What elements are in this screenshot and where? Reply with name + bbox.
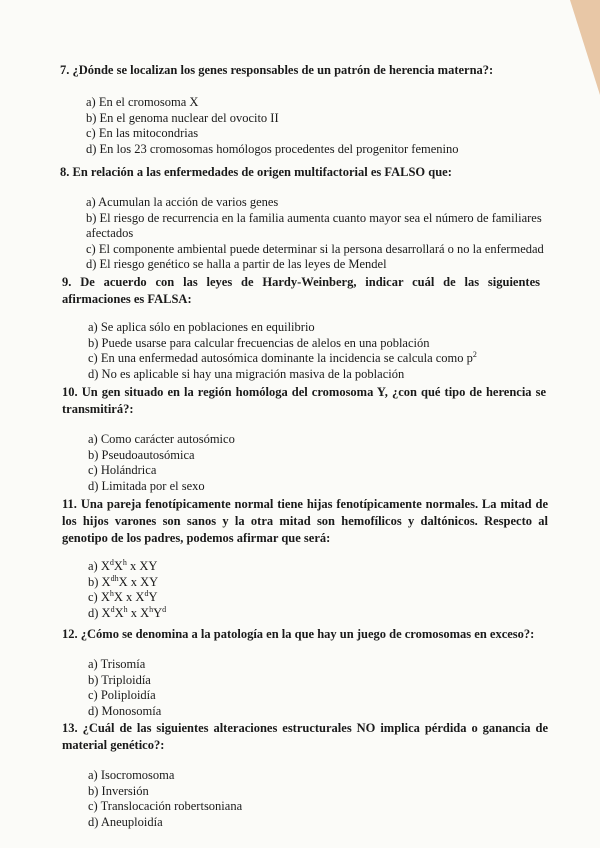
question-stem [62, 274, 540, 308]
question-9 [62, 274, 540, 382]
question-13 [62, 720, 548, 830]
option-d: d) El riesgo genético se halla a partir de las leyes de Mendel [86, 257, 387, 271]
option-list [88, 320, 540, 382]
question-number: 7. [60, 63, 70, 77]
genotype-part: X x X [113, 590, 145, 604]
allele-sup: dh [110, 573, 119, 583]
allele-sup: d [144, 588, 149, 598]
option-d [88, 606, 548, 622]
allele-sup: h [123, 604, 128, 614]
option-b [88, 575, 548, 591]
question-number: 13. [62, 721, 78, 735]
question-10 [62, 384, 546, 494]
genotype-part: d) X [88, 605, 111, 620]
genotype-part: x X [127, 605, 150, 620]
option-list [88, 657, 548, 719]
question-text: ¿Dónde se localizan los genes responsables de un patrón de herencia materna?: [72, 63, 494, 77]
option-c: c) Translocación robertsoniana [88, 799, 243, 813]
option-list [88, 432, 546, 494]
option-b: b) Triploidía [88, 672, 151, 687]
question-stem [62, 626, 548, 643]
question-stem [62, 496, 548, 547]
question-11 [62, 496, 548, 621]
allele-sup: h [149, 604, 154, 614]
option-c [88, 590, 548, 606]
question-text: Un gen situado en la región homóloga del cromosoma Y, ¿con qué tipo de herencia se transmitirá?: [62, 385, 547, 416]
question-text: ¿Cuál de las siguientes alteraciones estructurales NO implica pérdida o ganancia de material genético?: [62, 721, 549, 752]
question-12 [62, 626, 548, 719]
option-d: d) Aneuploidía [88, 814, 163, 829]
genotype-part: Y [153, 605, 163, 620]
option-c-text: c) En una enfermedad autosómica dominante la incidencia se calcula como p [88, 351, 473, 365]
question-text: ¿Cómo se denomina a la patología en la que hay un juego de cromosomas en exceso?: [80, 627, 535, 641]
option-c: c) En las mitocondrias [86, 126, 199, 140]
option-a: a) Acumulan la acción de varios genes [86, 195, 279, 209]
question-number: 11. [62, 497, 77, 511]
question-stem [62, 720, 548, 754]
genotype-part: X x XY [118, 574, 159, 589]
question-number: 12. [62, 627, 78, 641]
option-d: d) No es aplicable si hay una migración masiva de la población [88, 366, 405, 381]
question-8 [60, 164, 546, 273]
option-a [88, 559, 548, 575]
option-b: b) En el genoma nuclear del ovocito II [86, 110, 279, 125]
genotype-part: c) X [88, 590, 110, 604]
question-number: 8. [60, 165, 70, 179]
option-a: a) Se aplica sólo en poblaciones en equilibrio [88, 320, 315, 334]
option-c: c) Poliploidía [88, 688, 156, 702]
question-number: 9. [62, 275, 72, 289]
option-list [88, 768, 548, 830]
superscript: 2 [472, 349, 477, 359]
option-a: a) En el cromosoma X [86, 95, 199, 109]
question-stem [60, 164, 546, 181]
question-stem [60, 62, 546, 79]
option-c [88, 351, 540, 367]
question-text: De acuerdo con las leyes de Hardy-Weinberg, indicar cuál de las siguientes afirmaciones es FALSA: [62, 275, 541, 306]
option-a: a) Trisomía [88, 657, 146, 671]
allele-sup: d [162, 604, 167, 614]
option-list [88, 559, 548, 621]
question-7 [60, 62, 546, 157]
genotype-part: x XY [126, 559, 158, 573]
allele-sup: d [109, 557, 114, 567]
option-a: a) Como carácter autosómico [88, 432, 235, 446]
option-a: a) Isocromosoma [88, 768, 175, 782]
allele-sup: d [110, 604, 115, 614]
option-list [86, 195, 546, 273]
option-b: b) Inversión [88, 783, 149, 798]
genotype-part: X [113, 559, 123, 573]
genotype-part: Y [148, 590, 158, 604]
option-b: b) Pseudoautosómica [88, 447, 195, 462]
option-d: d) Monosomía [88, 703, 162, 718]
option-b: b) Puede usarse para calcular frecuencias de alelos en una población [88, 335, 430, 350]
question-text: En relación a las enfermedades de origen multifactorial es FALSO que: [72, 165, 452, 179]
question-stem [62, 384, 546, 418]
option-c: c) Holándrica [88, 463, 157, 477]
option-c: c) El componente ambiental puede determinar si la persona desarrollará o no la enfermedad [86, 241, 544, 256]
genotype-part: b) X [88, 574, 111, 589]
genotype-part: a) X [88, 559, 110, 573]
option-b: b) El riesgo de recurrencia en la familia aumenta cuanto mayor sea el número de familiares afectados [86, 210, 542, 240]
genotype-part: X [114, 605, 124, 620]
option-list [86, 95, 546, 157]
allele-sup: h [109, 588, 114, 598]
option-d: d) En los 23 cromosomas homólogos procedentes del progenitor femenino [86, 141, 459, 156]
option-d: d) Limitada por el sexo [88, 478, 205, 493]
question-text: Una pareja fenotípicamente normal tiene hijas fenotípicamente normales. La mitad de los hijos varones son sanos y la otra mitad son hemofílicos y daltónicos. Respecto al genotipo de los padres, podemos afirmar que será: [62, 497, 548, 545]
allele-sup: h [122, 557, 127, 567]
question-number: 10. [62, 385, 78, 399]
